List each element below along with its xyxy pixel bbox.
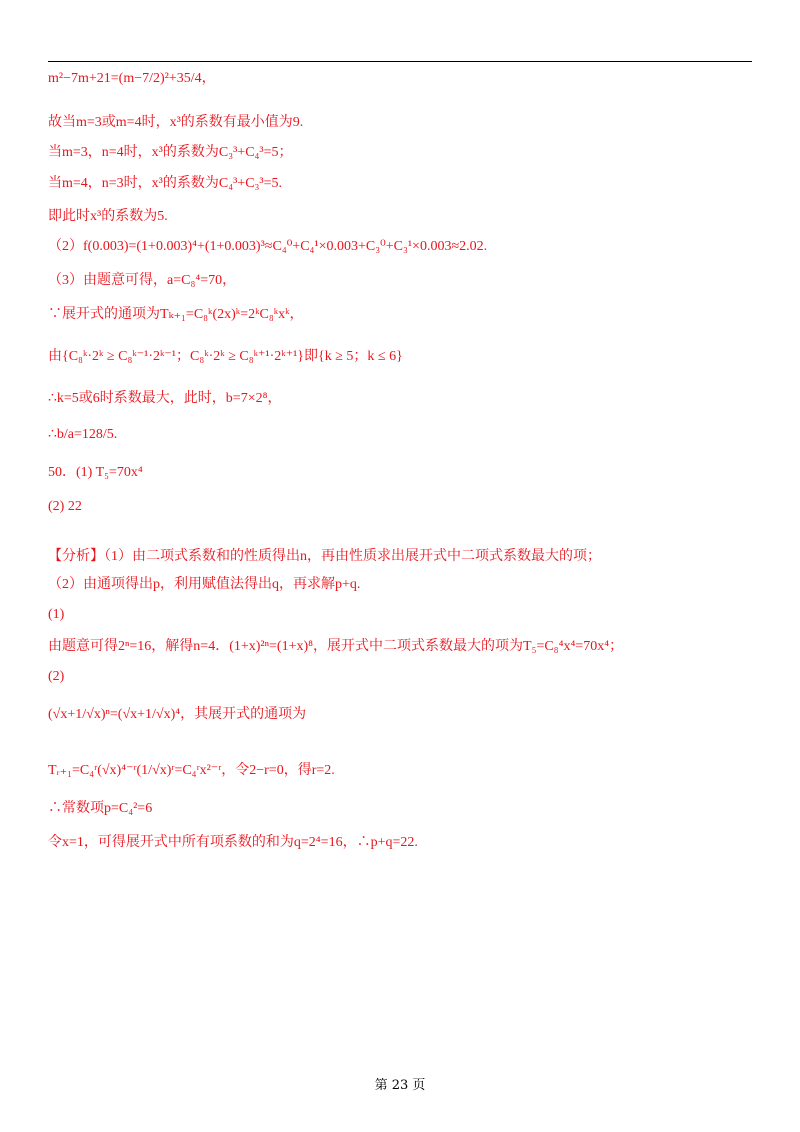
solution-line-3: 当m=3，n=4时，x³的系数为C₃³+C₄³=5； xyxy=(48,145,293,160)
part1-heading: (1) xyxy=(48,607,65,622)
part2-heading: (2) xyxy=(48,669,65,684)
part2-line-1: (√x+1/√x)ⁿ=(√x+1/√x)⁴，其展开式的通项为 xyxy=(48,707,307,722)
solution-line-6: （2）f(0.003)=(1+0.003)⁴+(1+0.003)³≈C₄⁰+C₄¹×0.003+C₃⁰+C₃¹×0.003≈2.02. xyxy=(48,239,488,254)
solution-line-11: ∴b/a=128/5. xyxy=(48,427,118,442)
solution-line-5: 即此时x³的系数为5. xyxy=(48,209,168,224)
part2-line-3: ∴常数项p=C₄²=6 xyxy=(48,801,153,816)
solution-line-8: ∵展开式的通项为Tₖ₊₁=C₈ᵏ(2x)ᵏ=2ᵏC₈ᵏxᵏ， xyxy=(48,307,304,322)
part1-solution: 由题意可得2ⁿ=16，解得n=4．(1+x)²ⁿ=(1+x)⁸，展开式中二项式系数最大的项为T₅=C₈⁴x⁴=70x⁴； xyxy=(48,639,624,654)
analysis-line-2: （2）由通项得出p，利用赋值法得出q，再求解p+q. xyxy=(48,577,361,592)
solution-line-1: m²−7m+21=(m−7/2)²+35/4， xyxy=(48,71,216,86)
solution-line-2: 故当m=3或m=4时，x³的系数有最小值为9. xyxy=(48,115,304,130)
answer-50-part1: 50．(1) T₅=70x⁴ xyxy=(48,465,143,480)
solution-line-9: 由{C₈ᵏ·2ᵏ ≥ C₈ᵏ⁻¹·2ᵏ⁻¹；C₈ᵏ·2ᵏ ≥ C₈ᵏ⁺¹·2ᵏ⁺¹}即{k ≥ 5；k ≤ 6} xyxy=(48,349,403,364)
header-rule xyxy=(48,61,752,62)
analysis-line-1: 【分析】（1）由二项式系数和的性质得出n，再由性质求出展开式中二项式系数最大的项； xyxy=(48,549,601,564)
solution-line-10: ∴k=5或6时系数最大，此时，b=7×2⁸， xyxy=(48,391,282,406)
page-number: 第 23 页 xyxy=(374,1078,426,1093)
part2-line-2: Tᵣ₊₁=C₄ʳ(√x)⁴⁻ʳ(1/√x)ʳ=C₄ʳx²⁻ʳ，令2−r=0，得r=2. xyxy=(48,763,335,778)
solution-line-4: 当m=4，n=3时，x³的系数为C₄³+C₃³=5. xyxy=(48,176,283,191)
solution-line-7: （3）由题意可得，a=C₈⁴=70， xyxy=(48,273,237,288)
answer-50-part2: (2) 22 xyxy=(48,499,82,514)
part2-line-4: 令x=1，可得展开式中所有项系数的和为q=2⁴=16，∴p+q=22. xyxy=(48,835,418,850)
